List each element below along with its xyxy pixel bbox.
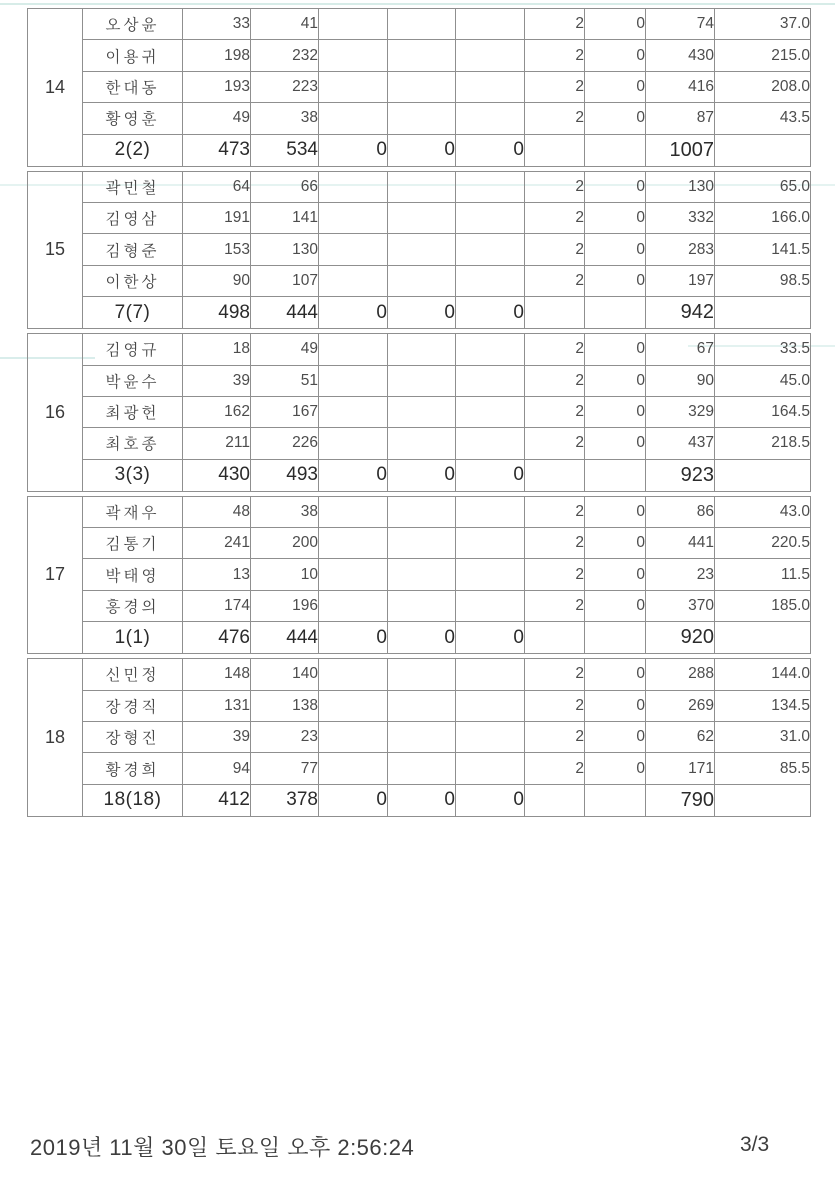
- count-cell: 2: [525, 202, 585, 233]
- empty-cell: [456, 365, 525, 396]
- average-cell: 208.0: [715, 71, 811, 102]
- zero-cell: 0: [585, 103, 646, 134]
- total-cell: 67: [646, 334, 715, 365]
- total-cell: 87: [646, 103, 715, 134]
- member-name-cell: 이한상: [83, 265, 183, 296]
- empty-cell: [388, 528, 456, 559]
- empty-cell: [525, 297, 585, 329]
- empty-cell: [319, 753, 388, 784]
- average-cell: 33.5: [715, 334, 811, 365]
- empty-cell: [456, 528, 525, 559]
- summary-zero-cell: 0: [388, 622, 456, 654]
- member-row: [28, 722, 811, 753]
- empty-cell: [388, 590, 456, 621]
- member-name-cell: 이용귀: [83, 40, 183, 71]
- total-cell: 283: [646, 234, 715, 265]
- value-b-cell: 38: [251, 103, 319, 134]
- average-cell: 37.0: [715, 9, 811, 40]
- summary-zero-cell: 0: [456, 622, 525, 654]
- member-name-cell: 황영훈: [83, 103, 183, 134]
- value-a-cell: 49: [183, 103, 251, 134]
- summary-zero-cell: 0: [456, 459, 525, 491]
- empty-cell: [456, 334, 525, 365]
- summary-zero-cell: 0: [319, 622, 388, 654]
- average-cell: 43.5: [715, 103, 811, 134]
- summary-b-cell: 378: [251, 784, 319, 816]
- average-cell: 45.0: [715, 365, 811, 396]
- member-row: [28, 428, 811, 459]
- group-summary-row: [28, 134, 811, 166]
- average-cell: 85.5: [715, 753, 811, 784]
- empty-cell: [456, 71, 525, 102]
- summary-zero-cell: 0: [456, 134, 525, 166]
- count-cell: 2: [525, 103, 585, 134]
- total-cell: 370: [646, 590, 715, 621]
- empty-cell: [585, 459, 646, 491]
- empty-cell: [388, 40, 456, 71]
- value-b-cell: 140: [251, 659, 319, 690]
- member-row: [28, 202, 811, 233]
- empty-cell: [456, 753, 525, 784]
- value-b-cell: 66: [251, 171, 319, 202]
- member-row: [28, 528, 811, 559]
- member-row: [28, 590, 811, 621]
- empty-cell: [319, 690, 388, 721]
- summary-zero-cell: 0: [319, 297, 388, 329]
- report-table-region: [27, 8, 810, 821]
- value-b-cell: 223: [251, 71, 319, 102]
- summary-zero-cell: 0: [388, 459, 456, 491]
- empty-cell: [319, 9, 388, 40]
- average-cell: 141.5: [715, 234, 811, 265]
- zero-cell: 0: [585, 496, 646, 527]
- value-a-cell: 153: [183, 234, 251, 265]
- count-cell: 2: [525, 171, 585, 202]
- group-number-cell: 18: [28, 659, 83, 817]
- value-b-cell: 77: [251, 753, 319, 784]
- empty-cell: [456, 690, 525, 721]
- zero-cell: 0: [585, 753, 646, 784]
- value-b-cell: 138: [251, 690, 319, 721]
- member-row: [28, 171, 811, 202]
- value-b-cell: 23: [251, 722, 319, 753]
- member-row: [28, 334, 811, 365]
- member-row: [28, 559, 811, 590]
- value-b-cell: 226: [251, 428, 319, 459]
- member-name-cell: 김영삼: [83, 202, 183, 233]
- total-cell: 197: [646, 265, 715, 296]
- empty-cell: [388, 365, 456, 396]
- empty-cell: [456, 103, 525, 134]
- footer-datetime: 2019년 11월 30일 토요일 오후 2:56:24: [30, 1135, 415, 1160]
- empty-cell: [319, 559, 388, 590]
- empty-cell: [319, 396, 388, 427]
- total-cell: 329: [646, 396, 715, 427]
- count-cell: 2: [525, 9, 585, 40]
- group-block-17: [27, 496, 811, 655]
- empty-cell: [525, 459, 585, 491]
- total-cell: 62: [646, 722, 715, 753]
- empty-cell: [456, 496, 525, 527]
- average-cell: 144.0: [715, 659, 811, 690]
- zero-cell: 0: [585, 365, 646, 396]
- total-cell: 430: [646, 40, 715, 71]
- empty-cell: [456, 428, 525, 459]
- count-cell: 2: [525, 71, 585, 102]
- member-name-cell: 장경직: [83, 690, 183, 721]
- value-a-cell: 241: [183, 528, 251, 559]
- average-cell: 43.0: [715, 496, 811, 527]
- group-block-18: [27, 658, 811, 817]
- zero-cell: 0: [585, 265, 646, 296]
- summary-a-cell: 473: [183, 134, 251, 166]
- member-name-cell: 박태영: [83, 559, 183, 590]
- count-cell: 2: [525, 659, 585, 690]
- member-name-cell: 김형준: [83, 234, 183, 265]
- empty-cell: [319, 265, 388, 296]
- empty-cell: [388, 171, 456, 202]
- group-number-cell: 17: [28, 496, 83, 654]
- group-block-15: [27, 171, 811, 330]
- zero-cell: 0: [585, 659, 646, 690]
- empty-cell: [585, 622, 646, 654]
- total-cell: 332: [646, 202, 715, 233]
- summary-zero-cell: 0: [388, 134, 456, 166]
- zero-cell: 0: [585, 202, 646, 233]
- summary-a-cell: 476: [183, 622, 251, 654]
- count-cell: 2: [525, 528, 585, 559]
- member-row: [28, 234, 811, 265]
- empty-cell: [456, 590, 525, 621]
- member-name-cell: 장형진: [83, 722, 183, 753]
- empty-cell: [388, 234, 456, 265]
- zero-cell: 0: [585, 334, 646, 365]
- average-cell: 164.5: [715, 396, 811, 427]
- summary-zero-cell: 0: [388, 784, 456, 816]
- page-indicator: 3/3: [740, 1133, 770, 1156]
- summary-total-cell: 920: [646, 622, 715, 654]
- member-row: [28, 690, 811, 721]
- empty-cell: [319, 365, 388, 396]
- group-number-cell: 14: [28, 9, 83, 167]
- summary-a-cell: 430: [183, 459, 251, 491]
- scan-artifact-line: [0, 3, 835, 5]
- total-cell: 130: [646, 171, 715, 202]
- empty-cell: [715, 297, 811, 329]
- value-b-cell: 107: [251, 265, 319, 296]
- empty-cell: [388, 428, 456, 459]
- member-row: [28, 103, 811, 134]
- zero-cell: 0: [585, 690, 646, 721]
- member-name-cell: 김영규: [83, 334, 183, 365]
- summary-zero-cell: 0: [319, 459, 388, 491]
- member-name-cell: 오상윤: [83, 9, 183, 40]
- empty-cell: [388, 103, 456, 134]
- value-b-cell: 130: [251, 234, 319, 265]
- empty-cell: [456, 9, 525, 40]
- empty-cell: [319, 234, 388, 265]
- average-cell: 31.0: [715, 722, 811, 753]
- count-cell: 2: [525, 334, 585, 365]
- member-name-cell: 최광헌: [83, 396, 183, 427]
- empty-cell: [456, 40, 525, 71]
- empty-cell: [388, 690, 456, 721]
- summary-b-cell: 493: [251, 459, 319, 491]
- average-cell: 98.5: [715, 265, 811, 296]
- empty-cell: [388, 722, 456, 753]
- empty-cell: [715, 134, 811, 166]
- value-a-cell: 33: [183, 9, 251, 40]
- member-row: [28, 40, 811, 71]
- empty-cell: [388, 334, 456, 365]
- count-cell: 2: [525, 690, 585, 721]
- value-b-cell: 49: [251, 334, 319, 365]
- zero-cell: 0: [585, 590, 646, 621]
- value-b-cell: 200: [251, 528, 319, 559]
- value-a-cell: 193: [183, 71, 251, 102]
- empty-cell: [585, 297, 646, 329]
- empty-cell: [525, 784, 585, 816]
- empty-cell: [525, 134, 585, 166]
- empty-cell: [388, 202, 456, 233]
- zero-cell: 0: [585, 9, 646, 40]
- zero-cell: 0: [585, 396, 646, 427]
- empty-cell: [319, 590, 388, 621]
- count-cell: 2: [525, 428, 585, 459]
- value-a-cell: 162: [183, 396, 251, 427]
- value-a-cell: 198: [183, 40, 251, 71]
- empty-cell: [319, 103, 388, 134]
- summary-label-cell: 3(3): [83, 459, 183, 491]
- empty-cell: [319, 334, 388, 365]
- value-a-cell: 191: [183, 202, 251, 233]
- value-a-cell: 64: [183, 171, 251, 202]
- value-b-cell: 141: [251, 202, 319, 233]
- summary-zero-cell: 0: [388, 297, 456, 329]
- empty-cell: [319, 528, 388, 559]
- group-summary-row: [28, 622, 811, 654]
- empty-cell: [456, 265, 525, 296]
- value-a-cell: 18: [183, 334, 251, 365]
- empty-cell: [525, 622, 585, 654]
- summary-a-cell: 498: [183, 297, 251, 329]
- value-b-cell: 232: [251, 40, 319, 71]
- count-cell: 2: [525, 40, 585, 71]
- total-cell: 288: [646, 659, 715, 690]
- empty-cell: [388, 9, 456, 40]
- summary-total-cell: 923: [646, 459, 715, 491]
- member-name-cell: 곽민철: [83, 171, 183, 202]
- empty-cell: [456, 171, 525, 202]
- value-a-cell: 39: [183, 365, 251, 396]
- member-name-cell: 한대동: [83, 71, 183, 102]
- total-cell: 269: [646, 690, 715, 721]
- value-a-cell: 39: [183, 722, 251, 753]
- count-cell: 2: [525, 496, 585, 527]
- empty-cell: [456, 234, 525, 265]
- member-row: [28, 9, 811, 40]
- member-row: [28, 753, 811, 784]
- empty-cell: [388, 753, 456, 784]
- member-name-cell: 최호종: [83, 428, 183, 459]
- empty-cell: [456, 559, 525, 590]
- zero-cell: 0: [585, 428, 646, 459]
- summary-b-cell: 444: [251, 297, 319, 329]
- summary-zero-cell: 0: [319, 134, 388, 166]
- empty-cell: [388, 265, 456, 296]
- zero-cell: 0: [585, 559, 646, 590]
- zero-cell: 0: [585, 528, 646, 559]
- group-block-16: [27, 333, 811, 492]
- count-cell: 2: [525, 365, 585, 396]
- empty-cell: [456, 722, 525, 753]
- total-cell: 74: [646, 9, 715, 40]
- empty-cell: [319, 659, 388, 690]
- member-row: [28, 396, 811, 427]
- group-number-cell: 16: [28, 334, 83, 492]
- empty-cell: [319, 428, 388, 459]
- empty-cell: [585, 784, 646, 816]
- group-summary-row: [28, 784, 811, 816]
- summary-b-cell: 444: [251, 622, 319, 654]
- summary-total-cell: 1007: [646, 134, 715, 166]
- summary-b-cell: 534: [251, 134, 319, 166]
- member-name-cell: 곽재우: [83, 496, 183, 527]
- empty-cell: [388, 659, 456, 690]
- empty-cell: [319, 496, 388, 527]
- total-cell: 441: [646, 528, 715, 559]
- zero-cell: 0: [585, 71, 646, 102]
- value-a-cell: 148: [183, 659, 251, 690]
- count-cell: 2: [525, 265, 585, 296]
- value-a-cell: 13: [183, 559, 251, 590]
- average-cell: 134.5: [715, 690, 811, 721]
- average-cell: 166.0: [715, 202, 811, 233]
- average-cell: 11.5: [715, 559, 811, 590]
- total-cell: 171: [646, 753, 715, 784]
- member-row: [28, 659, 811, 690]
- empty-cell: [319, 40, 388, 71]
- value-b-cell: 38: [251, 496, 319, 527]
- count-cell: 2: [525, 722, 585, 753]
- empty-cell: [319, 71, 388, 102]
- group-summary-row: [28, 297, 811, 329]
- average-cell: 220.5: [715, 528, 811, 559]
- summary-zero-cell: 0: [456, 784, 525, 816]
- count-cell: 2: [525, 590, 585, 621]
- member-name-cell: 신민정: [83, 659, 183, 690]
- zero-cell: 0: [585, 40, 646, 71]
- summary-label-cell: 18(18): [83, 784, 183, 816]
- total-cell: 90: [646, 365, 715, 396]
- count-cell: 2: [525, 234, 585, 265]
- empty-cell: [585, 134, 646, 166]
- empty-cell: [715, 459, 811, 491]
- average-cell: 215.0: [715, 40, 811, 71]
- member-name-cell: 황경희: [83, 753, 183, 784]
- summary-label-cell: 1(1): [83, 622, 183, 654]
- empty-cell: [456, 202, 525, 233]
- group-block-14: [27, 8, 811, 167]
- count-cell: 2: [525, 753, 585, 784]
- value-b-cell: 41: [251, 9, 319, 40]
- value-b-cell: 167: [251, 396, 319, 427]
- value-b-cell: 51: [251, 365, 319, 396]
- empty-cell: [388, 496, 456, 527]
- value-a-cell: 174: [183, 590, 251, 621]
- empty-cell: [319, 171, 388, 202]
- total-cell: 437: [646, 428, 715, 459]
- value-a-cell: 90: [183, 265, 251, 296]
- summary-label-cell: 7(7): [83, 297, 183, 329]
- member-row: [28, 365, 811, 396]
- count-cell: 2: [525, 559, 585, 590]
- summary-total-cell: 790: [646, 784, 715, 816]
- summary-label-cell: 2(2): [83, 134, 183, 166]
- zero-cell: 0: [585, 722, 646, 753]
- average-cell: 65.0: [715, 171, 811, 202]
- summary-a-cell: 412: [183, 784, 251, 816]
- empty-cell: [388, 396, 456, 427]
- value-a-cell: 131: [183, 690, 251, 721]
- value-b-cell: 10: [251, 559, 319, 590]
- zero-cell: 0: [585, 234, 646, 265]
- value-a-cell: 211: [183, 428, 251, 459]
- member-row: [28, 71, 811, 102]
- empty-cell: [388, 559, 456, 590]
- empty-cell: [388, 71, 456, 102]
- empty-cell: [319, 722, 388, 753]
- empty-cell: [456, 659, 525, 690]
- member-row: [28, 496, 811, 527]
- total-cell: 23: [646, 559, 715, 590]
- total-cell: 86: [646, 496, 715, 527]
- summary-total-cell: 942: [646, 297, 715, 329]
- average-cell: 185.0: [715, 590, 811, 621]
- count-cell: 2: [525, 396, 585, 427]
- summary-zero-cell: 0: [456, 297, 525, 329]
- zero-cell: 0: [585, 171, 646, 202]
- group-number-cell: 15: [28, 171, 83, 329]
- member-name-cell: 홍경의: [83, 590, 183, 621]
- group-summary-row: [28, 459, 811, 491]
- value-a-cell: 48: [183, 496, 251, 527]
- member-name-cell: 박윤수: [83, 365, 183, 396]
- value-a-cell: 94: [183, 753, 251, 784]
- value-b-cell: 196: [251, 590, 319, 621]
- empty-cell: [715, 622, 811, 654]
- member-name-cell: 김통기: [83, 528, 183, 559]
- total-cell: 416: [646, 71, 715, 102]
- empty-cell: [715, 784, 811, 816]
- average-cell: 218.5: [715, 428, 811, 459]
- empty-cell: [319, 202, 388, 233]
- member-row: [28, 265, 811, 296]
- empty-cell: [456, 396, 525, 427]
- summary-zero-cell: 0: [319, 784, 388, 816]
